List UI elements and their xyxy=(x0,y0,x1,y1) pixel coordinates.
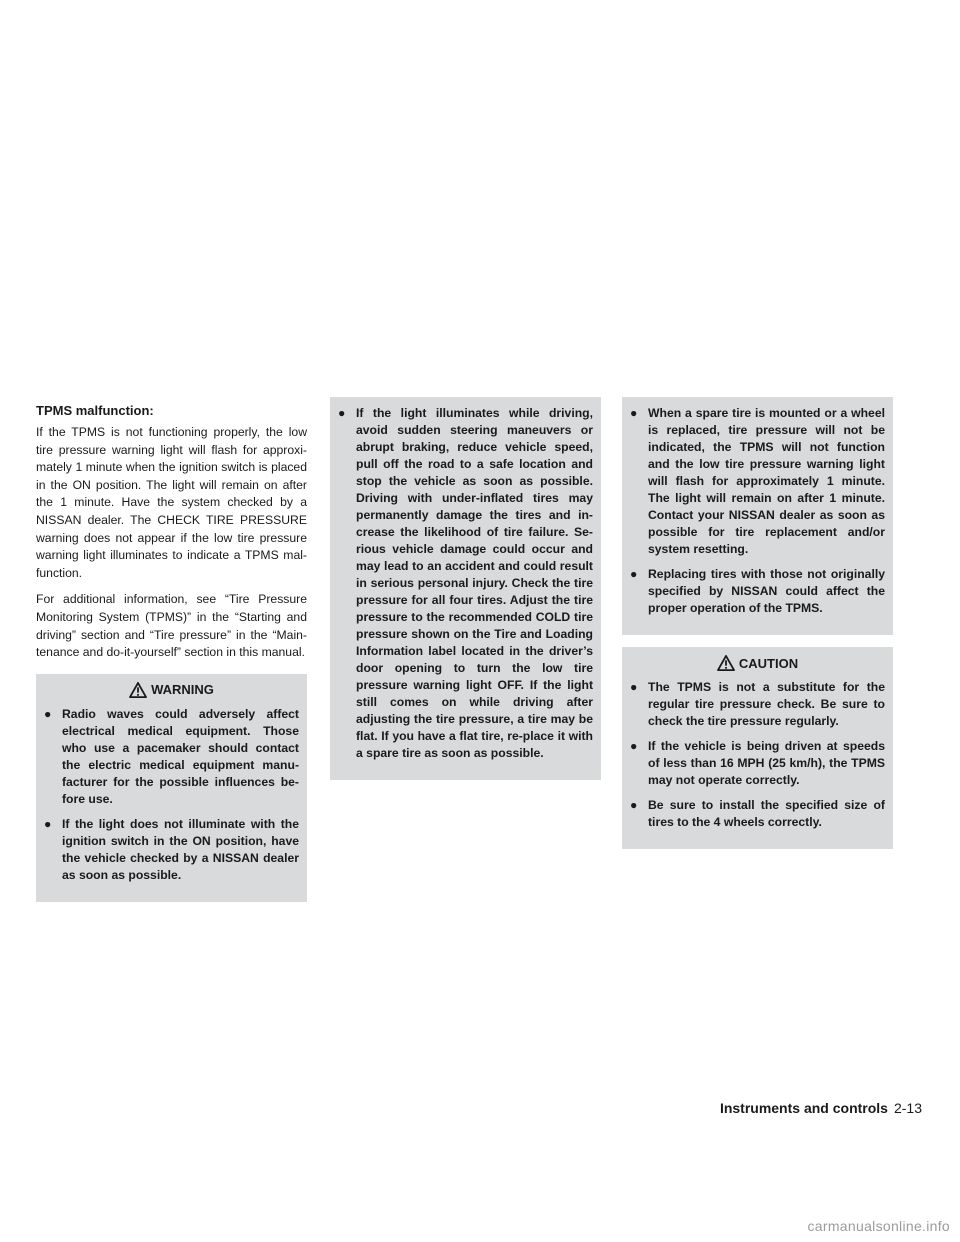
caution-box xyxy=(622,647,893,849)
caution-item xyxy=(630,738,885,789)
warning-item xyxy=(44,706,299,808)
bullet-icon: ● xyxy=(630,406,638,420)
caution-title-text: CAUTION xyxy=(738,655,799,671)
bullet-icon: ● xyxy=(630,680,638,694)
column-right xyxy=(622,397,893,849)
bullet-icon: ● xyxy=(44,816,52,831)
section-heading: TPMS malfunction: xyxy=(36,403,154,418)
footer-section-title: Instruments and controls xyxy=(719,1100,888,1116)
caution-item xyxy=(630,797,885,831)
warning-item-text: If the light does not illuminate with the ignition switch in the ON position, have the vehicle checked by a NISSAN dealer as soon as possible. xyxy=(62,816,299,882)
warning-item xyxy=(630,566,885,617)
warning-item xyxy=(44,816,299,884)
page-number: 2-13 xyxy=(893,1100,922,1116)
column-middle xyxy=(330,397,601,780)
warning-item-text: If the light illuminates while driving, avoid sudden steering maneuvers or abrupt braking, reduce vehicle speed, pull off the road to a safe location and stop the vehicle as soon as possible. Driving with under-inflated tires may permanently damage the tires and in-crease the likelihood of tire failure. Se-rious vehicle damage could occur and may lead to an accident and could result in serious personal injury. Check the tire pressure for all four tires. Adjust the tire pressure to the recommended COLD tire pressure shown on the Tire and Loading Information label located in the driver’s door opening to turn the low tire pressure warning light OFF. If the light still comes on while driving after adjusting the tire pressure, a tire may be flat. If you have a flat tire, re-place it with a spare tire as soon as possible. xyxy=(356,406,593,760)
warning-box-continued xyxy=(330,397,601,780)
bullet-icon: ● xyxy=(630,739,638,753)
warning-item-text: Replacing tires with those not originally specified by NISSAN could affect the proper operation of the TPMS. xyxy=(648,567,885,615)
page-footer xyxy=(720,1100,922,1116)
caution-triangle-icon xyxy=(717,655,735,671)
warning-item-text: When a spare tire is mounted or a wheel is replaced, tire pressure will not be indicated, the TPMS will not function and the low tire pressure warning light will flash for approximately 1 minute. The light will remain on after 1 minute. Contact your NISSAN dealer as soon as possible for tire replacement and/or system resetting. xyxy=(648,406,885,556)
caution-item-text: If the vehicle is being driven at speeds of less than 16 MPH (25 km/h), the TPMS may not operate correctly. xyxy=(648,739,885,787)
bullet-icon: ● xyxy=(338,406,346,420)
bullet-icon: ● xyxy=(630,798,638,812)
warning-item xyxy=(338,405,593,762)
caution-item-text: The TPMS is not a substitute for the regular tire pressure check. Be sure to check the tire pressure regularly. xyxy=(648,680,885,728)
watermark-link[interactable]: carmanualsonline.info xyxy=(807,1218,950,1234)
body-paragraph: For additional information, see “Tire Pressure Monitoring System (TPMS)” in the “Starting and driving” section and “Tire pressure” in the “Main-tenance and do-it-yourself” section in this manual. xyxy=(36,592,307,660)
warning-title xyxy=(44,682,299,698)
body-paragraph: If the TPMS is not functioning properly, the low tire pressure warning light will flash for approxi-mately 1 minute when the ignition switch is placed in the ON position. The light will remain on after the 1 minute. Have the system checked by a NISSAN dealer. The CHECK TIRE PRESSURE warning does not appear if the low tire pressure warning light illuminates to indicate a TPMS mal-function. xyxy=(36,425,307,580)
warning-item-text: Radio waves could adversely affect electrical medical equipment. Those who use a pacemaker should contact the electric medical equipment manu-facturer for the possible influences be-fore use. xyxy=(62,706,299,806)
caution-title xyxy=(630,655,885,671)
warning-item xyxy=(630,405,885,558)
warning-box-continued xyxy=(622,397,893,635)
bullet-icon: ● xyxy=(44,706,52,721)
warning-title-text: WARNING xyxy=(151,682,214,698)
caution-item-text: Be sure to install the specified size of tires to the 4 wheels correctly. xyxy=(648,798,885,829)
warning-triangle-icon xyxy=(129,682,147,698)
column-left xyxy=(36,397,307,902)
caution-item xyxy=(630,679,885,730)
bullet-icon: ● xyxy=(630,567,638,581)
warning-box xyxy=(36,674,307,902)
